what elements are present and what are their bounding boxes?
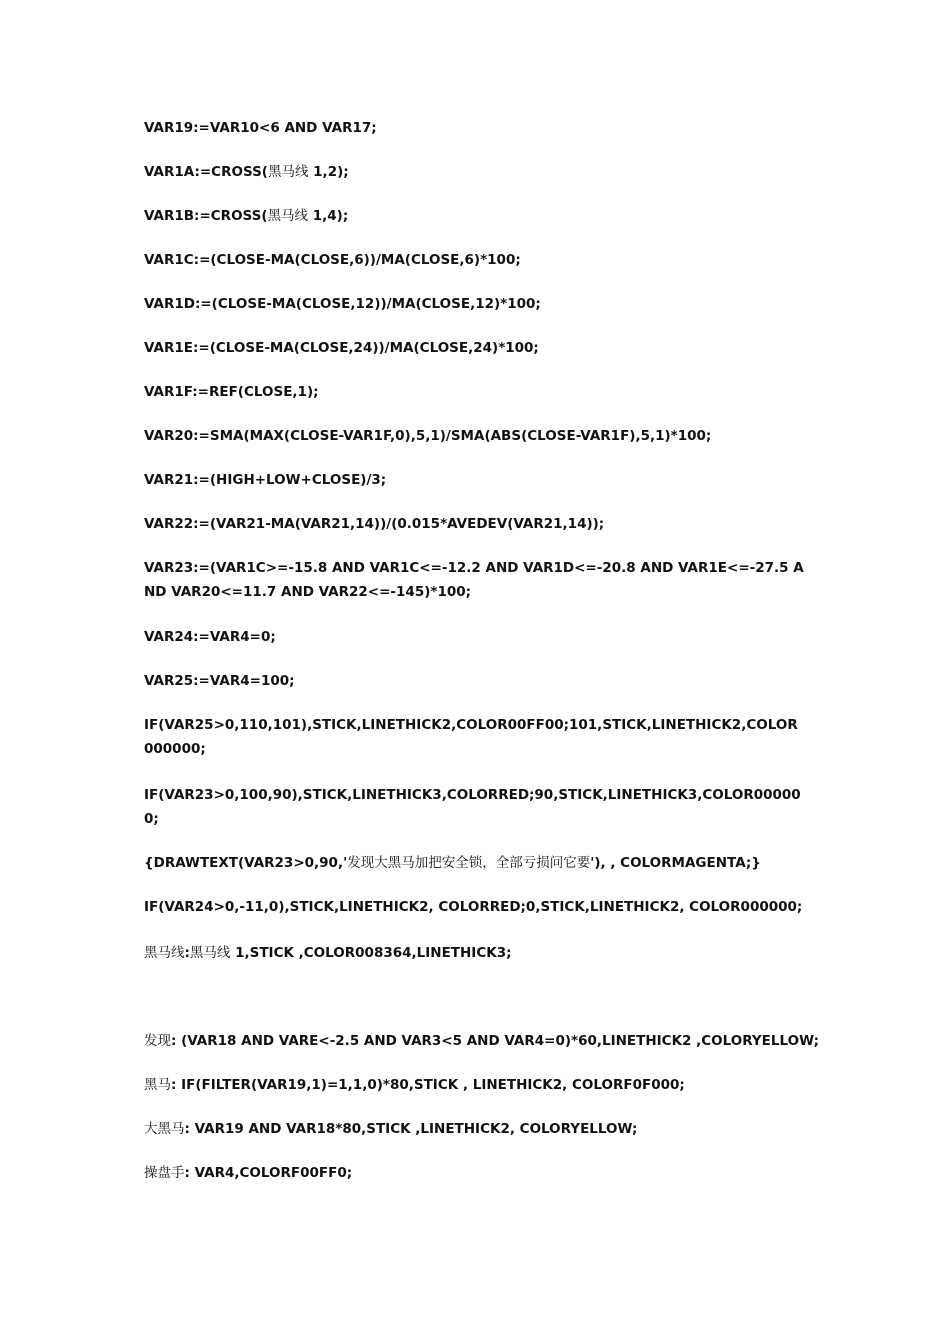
chinese-text-segment: 发现大黑马加把安全锁，全部亏损问它要 — [347, 855, 591, 871]
code-text-segment: VAR1A:=CROSS( — [144, 164, 268, 180]
chinese-text-segment: 黑马线 — [267, 208, 309, 224]
code-text-segment: VAR20:=SMA(MAX(CLOSE-VAR1F,0),5,1)/SMA(ABS(CLOSE-VAR1F),5,1)*100; — [144, 428, 712, 444]
code-text-segment: VAR1F:=REF(CLOSE,1); — [144, 384, 319, 400]
code-text-segment: {DRAWTEXT(VAR23>0,90,' — [144, 855, 348, 871]
code-text-segment: 1,STICK ,COLOR008364,LINETHICK3; — [230, 945, 512, 961]
chinese-text-segment: 大黑马 — [144, 1121, 185, 1137]
chinese-text-segment: 黑马 — [144, 1077, 171, 1093]
code-line — [144, 556, 804, 604]
code-line — [144, 1029, 819, 1053]
code-text-segment: VAR24:=VAR4=0; — [144, 629, 276, 645]
code-text-segment: VAR1C:=(CLOSE-MA(CLOSE,6))/MA(CLOSE,6)*100; — [144, 252, 521, 268]
code-text-segment: VAR23:=(VAR1C>=-15.8 AND VAR1C<=-12.2 AND VAR1D<=-20.8 AND VAR1E<=-27.5 AND VAR20<=11.7 AND VAR22<=-145)*100; — [144, 560, 804, 600]
code-line — [144, 895, 814, 919]
code-text-segment: VAR1D:=(CLOSE-MA(CLOSE,12))/MA(CLOSE,12)*100; — [144, 296, 541, 312]
code-line — [144, 468, 814, 492]
code-line — [144, 424, 814, 448]
code-line — [144, 160, 814, 184]
code-line — [144, 783, 804, 831]
code-text-segment: : VAR4,COLORF00FF0; — [184, 1165, 353, 1181]
code-line — [144, 713, 804, 761]
code-text-segment: VAR1E:=(CLOSE-MA(CLOSE,24))/MA(CLOSE,24)*100; — [144, 340, 539, 356]
code-text-segment: 1,2); — [308, 164, 349, 180]
code-line — [144, 512, 814, 536]
chinese-text-segment: 操盘手 — [144, 1165, 185, 1181]
code-text-segment: : IF(FILTER(VAR19,1)=1,1,0)*80,STICK , LINETHICK2, COLORF0F000; — [171, 1077, 685, 1093]
code-text-segment: 1,4); — [308, 208, 349, 224]
code-text-segment: IF(VAR25>0,110,101),STICK,LINETHICK2,COLOR00FF00;101,STICK,LINETHICK2,COLOR000000; — [144, 717, 798, 757]
code-line — [144, 669, 814, 693]
code-text-segment: VAR25:=VAR4=100; — [144, 673, 295, 689]
code-text-segment: VAR21:=(HIGH+LOW+CLOSE)/3; — [144, 472, 387, 488]
code-line — [144, 336, 814, 360]
code-line — [144, 851, 814, 875]
code-text-segment: IF(VAR24>0,-11,0),STICK,LINETHICK2, COLORRED;0,STICK,LINETHICK2, COLOR000000; — [144, 899, 803, 915]
code-line — [144, 116, 814, 140]
code-line — [144, 204, 814, 228]
code-text-segment: : — [184, 945, 190, 961]
code-line — [144, 941, 814, 965]
chinese-text-segment: 黑马线 — [144, 945, 185, 961]
code-line — [144, 1117, 814, 1141]
chinese-text-segment: 发现 — [144, 1033, 171, 1049]
code-line — [144, 1161, 814, 1185]
code-line — [144, 625, 814, 649]
chinese-text-segment: 黑马线 — [267, 164, 309, 180]
code-line — [144, 1073, 814, 1097]
code-text-segment: IF(VAR23>0,100,90),STICK,LINETHICK3,COLORRED;90,STICK,LINETHICK3,COLOR000000; — [144, 787, 801, 827]
code-text-segment: VAR1B:=CROSS( — [144, 208, 268, 224]
code-line — [144, 292, 814, 316]
code-text-segment: VAR22:=(VAR21-MA(VAR21,14))/(0.015*AVEDEV(VAR21,14)); — [144, 516, 605, 532]
code-text-segment: : VAR19 AND VAR18*80,STICK ,LINETHICK2, COLORYELLOW; — [184, 1121, 638, 1137]
code-line — [144, 248, 814, 272]
code-text-segment: '), , COLORMAGENTA;} — [590, 855, 761, 871]
code-text-segment: VAR19:=VAR10<6 AND VAR17; — [144, 120, 377, 136]
code-line — [144, 380, 814, 404]
code-text-segment: : (VAR18 AND VARE<-2.5 AND VAR3<5 AND VAR4=0)*60,LINETHICK2 ,COLORYELLOW; — [171, 1033, 819, 1049]
chinese-text-segment: 黑马线 — [189, 945, 231, 961]
